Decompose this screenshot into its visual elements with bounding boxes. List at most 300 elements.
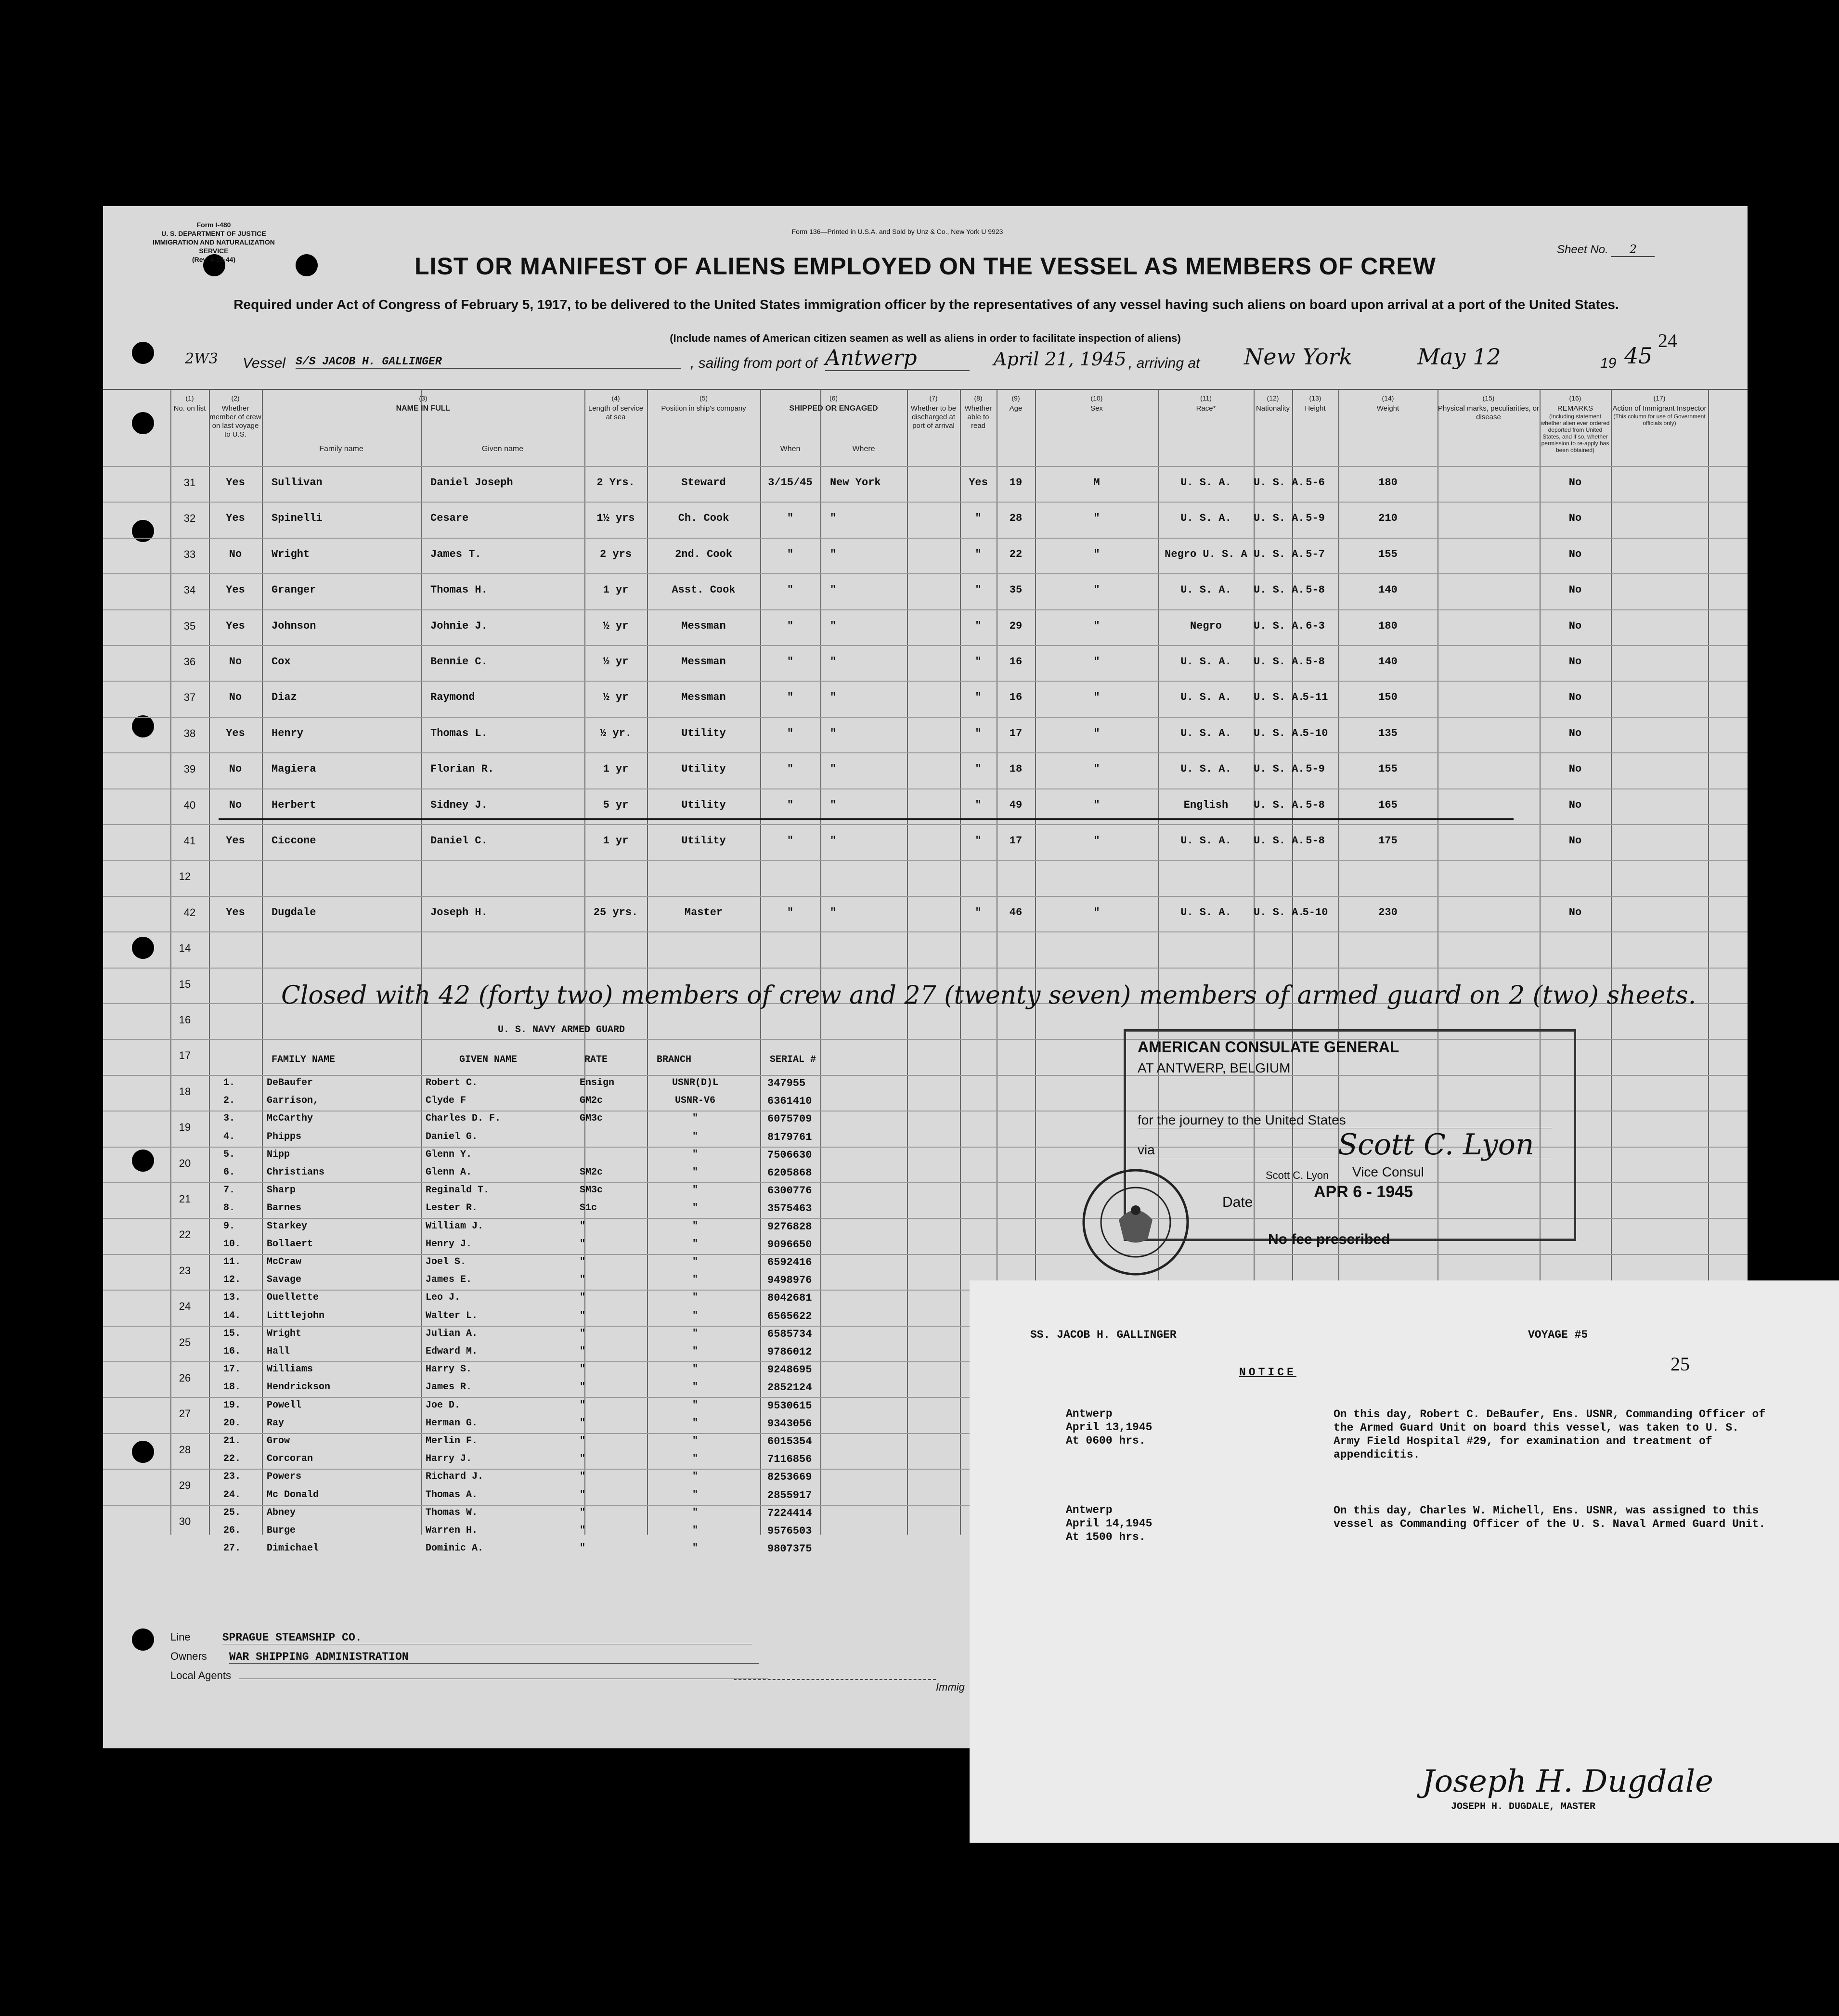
crew-when: " [787, 584, 794, 596]
form-number: Form I-480 [196, 221, 231, 229]
armed-guard-rate: " [580, 1256, 586, 1267]
crew-sex: " [1093, 906, 1100, 918]
grid-row-line [103, 752, 1748, 753]
armed-guard-given: William J. [426, 1221, 484, 1232]
armed-guard-serial: 9807375 [767, 1543, 812, 1555]
armed-guard-number: 12. [223, 1274, 241, 1285]
armed-guard-given: Joel S. [426, 1256, 466, 1267]
armed-guard-serial: 7224414 [767, 1507, 812, 1519]
armed-guard-branch: " [692, 1435, 698, 1447]
crew-weight: 155 [1378, 763, 1398, 775]
crew-row [103, 584, 1748, 603]
armed-guard-family: Grow [267, 1435, 290, 1447]
armed-guard-rate: " [580, 1274, 586, 1285]
crew-race: U. S. A. [1180, 906, 1231, 918]
armed-guard-branch: " [692, 1256, 698, 1267]
crew-nationality: U. S. A. [1254, 512, 1305, 524]
crew-age: 19 [1009, 477, 1023, 489]
crew-last: No [229, 799, 242, 811]
crew-weight: 180 [1378, 477, 1398, 489]
armed-guard-branch: USNR(D)L [672, 1077, 718, 1088]
line-number: 16 [179, 1014, 191, 1026]
crew-where: " [830, 548, 837, 560]
consul-signature: Scott C. Lyon [1338, 1128, 1534, 1162]
crew-when: " [787, 620, 794, 632]
crew-given: Johnie J. [430, 620, 488, 632]
crew-when: 3/15/45 [768, 477, 813, 489]
crew-row [103, 906, 1748, 926]
armed-guard-row [103, 1346, 970, 1362]
armed-guard-branch: " [692, 1292, 698, 1303]
armed-guard-serial: 2852124 [767, 1382, 812, 1394]
armed-guard-given: Thomas W. [426, 1507, 478, 1518]
armed-guard-given: Charles D. F. [426, 1113, 501, 1124]
armed-guard-family: Nipp [267, 1149, 290, 1160]
grid-row-line [103, 573, 1748, 574]
armed-guard-row [103, 1185, 970, 1201]
column-header [647, 394, 760, 413]
armed-guard-number: 17. [223, 1364, 241, 1375]
column-subheader: Given name [481, 445, 524, 453]
crew-service: ½ yr [603, 656, 629, 668]
crew-age: 28 [1009, 512, 1023, 524]
column-header [907, 394, 960, 430]
armed-guard-family: Starkey [267, 1221, 308, 1232]
date-label: Date [1222, 1194, 1253, 1210]
notice-vessel: SS. JACOB H. GALLINGER [1030, 1329, 1177, 1341]
armed-guard-row [103, 1131, 970, 1148]
crew-read: " [975, 799, 982, 811]
consul-name: Scott C. Lyon [1266, 1169, 1329, 1181]
stamp-via: via [1138, 1142, 1552, 1158]
armed-guard-serial: 9498976 [767, 1274, 812, 1286]
armed-guard-branch: " [692, 1382, 698, 1393]
column-label: Nationality [1256, 404, 1290, 413]
armed-guard-number: 8. [223, 1202, 235, 1214]
column-header [960, 394, 997, 430]
column-label: Whether to be discharged at port of arrival [910, 404, 957, 430]
armed-guard-family: Christians [267, 1167, 325, 1178]
grid-row-line [103, 502, 1748, 503]
crew-sex: " [1093, 727, 1100, 739]
armed-guard-row [103, 1525, 970, 1541]
armed-guard-row [103, 1364, 970, 1380]
crew-last: Yes [226, 835, 245, 847]
armed-guard-given: Glenn A. [426, 1167, 472, 1178]
armed-guard-family: Corcoran [267, 1453, 313, 1464]
crew-when: " [787, 799, 794, 811]
crew-age: 35 [1009, 584, 1023, 596]
armed-guard-number: 9. [223, 1221, 235, 1232]
grid-row-line [103, 466, 1748, 467]
consulate-seal [1080, 1167, 1191, 1278]
armed-guard-rate: S1c [580, 1202, 597, 1214]
notice-text: On this day, Robert C. DeBaufer, Ens. USNR, Commanding Officer of the Armed Guard Unit on board this vessel, was taken to U. S. Army Field Hospital #29, for examination and treatment of appendicitis. [1334, 1408, 1766, 1461]
column-header [209, 394, 262, 439]
armed-guard-family: Powers [267, 1471, 302, 1482]
column-header [1338, 394, 1438, 413]
line-value: SPRAGUE STEAMSHIP CO. [222, 1631, 752, 1644]
crew-row [103, 691, 1748, 711]
armed-guard-family: Littlejohn [267, 1310, 325, 1321]
crew-remarks: No [1568, 620, 1582, 632]
crew-given: Thomas H. [430, 584, 488, 596]
crew-weight: 155 [1378, 548, 1398, 560]
crew-read: " [975, 727, 982, 739]
crew-race: U. S. A. [1180, 763, 1231, 775]
armed-guard-serial: 9248695 [767, 1364, 812, 1376]
vessel-line [185, 343, 1701, 379]
crew-weight: 165 [1378, 799, 1398, 811]
armed-guard-number: 1. [223, 1077, 235, 1088]
column-label: Race* [1196, 404, 1216, 413]
crew-height: 5-8 [1306, 656, 1325, 668]
column-header [1035, 394, 1158, 413]
grid-row-line [103, 788, 1748, 789]
armed-guard-row [103, 1149, 970, 1165]
column-number: (14) [1382, 394, 1394, 402]
armed-guard-given: Dominic A. [426, 1543, 484, 1554]
armed-guard-given: Warren H. [426, 1525, 478, 1536]
armed-guard-given: Joe D. [426, 1400, 461, 1411]
crew-given: Daniel C. [430, 835, 488, 847]
crew-age: 17 [1009, 727, 1023, 739]
armed-guard-header: BRANCH [657, 1054, 692, 1065]
department: U. S. DEPARTMENT OF JUSTICE [161, 230, 266, 237]
crew-weight: 230 [1378, 906, 1398, 918]
crew-family: Granger [272, 584, 316, 596]
crew-last: No [229, 691, 242, 703]
row-number: 36 [183, 656, 196, 668]
crew-remarks: No [1568, 799, 1582, 811]
armed-guard-row [103, 1077, 970, 1094]
armed-guard-branch: " [692, 1239, 698, 1250]
armed-guard-branch: USNR-V6 [674, 1095, 715, 1106]
notice-time: At 1500 hrs. [1066, 1531, 1146, 1543]
prefix-mark: 2W3 [185, 350, 219, 367]
armed-guard-row [103, 1400, 970, 1416]
crew-row [103, 477, 1748, 496]
crew-where: " [830, 799, 837, 811]
column-number: (10) [1090, 394, 1103, 402]
armed-guard-branch: " [692, 1400, 698, 1411]
crew-row [103, 512, 1748, 531]
crew-where: " [830, 584, 837, 596]
armed-guard-serial: 8042681 [767, 1292, 812, 1304]
column-label: REMARKS [1557, 404, 1593, 413]
notice-place: Antwerp [1066, 1408, 1113, 1420]
crew-height: 5-9 [1306, 763, 1325, 775]
grid-row-line [103, 968, 1748, 969]
armed-guard-given: Thomas A. [426, 1489, 478, 1500]
sheet-label: Sheet No. [1557, 243, 1608, 256]
crew-sex: " [1093, 584, 1100, 596]
crew-service: 1½ yrs [596, 512, 635, 524]
armed-guard-row [103, 1453, 970, 1470]
punch-hole [132, 412, 154, 434]
column-number: (11) [1200, 394, 1212, 402]
armed-guard-header: RATE [584, 1054, 608, 1065]
armed-guard-branch: " [692, 1149, 698, 1160]
armed-guard-serial: 6205868 [767, 1167, 812, 1179]
crew-race: U. S. A. [1180, 512, 1231, 524]
notice-date: April 13,1945 [1066, 1421, 1153, 1434]
immig-signature-line [734, 1679, 936, 1680]
crew-where: " [830, 727, 837, 739]
armed-guard-given: Leo J. [426, 1292, 461, 1303]
armed-guard-rate: Ensign [580, 1077, 615, 1088]
crew-race: U. S. A. [1180, 656, 1231, 668]
armed-guard-serial: 9276828 [767, 1221, 812, 1233]
line-number: 26 [179, 1372, 191, 1384]
armed-guard-rate: " [580, 1507, 586, 1518]
crew-family: Wright [272, 548, 310, 560]
grid-row-line [103, 824, 1748, 825]
armed-guard-given: Henry J. [426, 1239, 472, 1250]
crew-height: 5-10 [1302, 906, 1328, 918]
crew-last: Yes [226, 727, 245, 739]
armed-guard-given: Edward M. [426, 1346, 478, 1357]
column-number: (7) [929, 394, 938, 402]
crew-read: " [975, 763, 982, 775]
armed-guard-rate: " [580, 1221, 586, 1232]
armed-guard-number: 5. [223, 1149, 235, 1160]
line-number: 19 [179, 1121, 191, 1133]
notice-page-number: 25 [1671, 1353, 1690, 1375]
armed-guard-family: Ray [267, 1418, 285, 1429]
grid-row-line [103, 645, 1748, 646]
row-number: 33 [183, 548, 196, 560]
column-number: (8) [974, 394, 983, 402]
crew-service: 2 Yrs. [596, 477, 635, 489]
armed-guard-branch: " [692, 1525, 698, 1536]
column-label: Height [1305, 404, 1326, 413]
column-number: (1) [185, 394, 194, 402]
crew-nationality: U. S. A. [1254, 656, 1305, 668]
armed-guard-number: 18. [223, 1382, 241, 1393]
year-prefix: 19 [1600, 355, 1617, 371]
column-subheader: Family name [319, 445, 363, 453]
armed-guard-number: 14. [223, 1310, 241, 1321]
crew-last: Yes [226, 512, 245, 524]
crew-age: 16 [1009, 656, 1023, 668]
armed-guard-family: Bollaert [267, 1239, 313, 1250]
armed-guard-header: FAMILY NAME [272, 1054, 336, 1065]
crew-position: Steward [681, 477, 726, 489]
armed-guard-rate: " [580, 1310, 586, 1321]
armed-guard-given: James R. [426, 1382, 472, 1393]
crew-height: 5-8 [1306, 799, 1325, 811]
crew-read: " [975, 548, 982, 560]
crew-nationality: U. S. A. [1254, 620, 1305, 632]
crew-when: " [787, 906, 794, 918]
armed-guard-family: Wright [267, 1328, 302, 1339]
crew-where: " [830, 763, 837, 775]
armed-guard-header: GIVEN NAME [459, 1054, 518, 1065]
armed-guard-family: Burge [267, 1525, 296, 1536]
column-label: Weight [1376, 404, 1399, 413]
agents-label: Local Agents [170, 1669, 231, 1681]
armed-guard-family: Ouellette [267, 1292, 319, 1303]
crew-nationality: U. S. A. [1254, 477, 1305, 489]
crew-height: 5-8 [1306, 584, 1325, 596]
column-label: Age [1009, 404, 1023, 413]
crew-weight: 175 [1378, 835, 1398, 847]
row-number: 35 [183, 620, 196, 632]
crew-given: Florian R. [430, 763, 494, 775]
crew-where: " [830, 620, 837, 632]
row-number: 37 [183, 691, 196, 703]
crew-given: James T. [430, 548, 481, 560]
arriving-label: , arriving at [1128, 355, 1200, 371]
crew-given: Bennie C. [430, 656, 488, 668]
armed-guard-serial: 6300776 [767, 1185, 812, 1197]
crew-sex: " [1093, 691, 1100, 703]
crew-remarks: No [1568, 727, 1582, 739]
column-header [1611, 394, 1708, 426]
column-label: Action of Immigrant Inspector [1612, 404, 1707, 413]
armed-guard-number: 7. [223, 1185, 235, 1196]
crew-position: Utility [681, 727, 726, 739]
crew-family: Cox [272, 656, 291, 668]
armed-guard-row [103, 1418, 970, 1434]
crew-row [103, 799, 1748, 818]
armed-guard-row [103, 1274, 970, 1291]
crew-race: U. S. A. [1180, 691, 1231, 703]
armed-guard-branch: " [692, 1310, 698, 1321]
footer [170, 1631, 941, 1689]
crew-nationality: U. S. A. [1254, 548, 1305, 560]
armed-guard-given: Clyde F [426, 1095, 466, 1106]
armed-guard-branch: " [692, 1489, 698, 1500]
crew-race: English [1183, 799, 1229, 811]
crew-where: " [830, 512, 837, 524]
line-number: 23 [179, 1265, 191, 1277]
armed-guard-branch: " [692, 1543, 698, 1554]
arriving-date: May 12 [1417, 344, 1501, 370]
column-subheader: Where [852, 445, 875, 453]
column-label: Length of service at sea [588, 404, 644, 421]
column-number: (5) [699, 394, 708, 402]
armed-guard-number: 10. [223, 1239, 241, 1250]
armed-guard-serial: 3575463 [767, 1202, 812, 1215]
crew-position: Messman [681, 620, 726, 632]
column-number: (17) [1653, 394, 1666, 402]
sheet-number: 2 [1611, 243, 1655, 257]
crew-age: 22 [1009, 548, 1023, 560]
crew-sex: " [1093, 763, 1100, 775]
stamp-line-1: AMERICAN CONSULATE GENERAL [1138, 1038, 1399, 1056]
armed-guard-branch: " [692, 1113, 698, 1124]
row-number: 38 [183, 727, 196, 739]
crew-read: " [975, 656, 982, 668]
armed-guard-given: Robert C. [426, 1077, 478, 1088]
armed-guard-family: Williams [267, 1364, 313, 1375]
armed-guard-row [103, 1167, 970, 1183]
armed-guard-serial: 8253669 [767, 1471, 812, 1483]
crew-family: Dugdale [272, 906, 316, 918]
crew-row [103, 763, 1748, 782]
crew-remarks: No [1568, 906, 1582, 918]
crew-sex: " [1093, 656, 1100, 668]
armed-guard-rate: " [580, 1364, 586, 1375]
armed-guard-rate: " [580, 1239, 586, 1250]
row-number: 32 [183, 512, 196, 524]
crew-family: Diaz [272, 691, 297, 703]
crew-position: Ch. Cook [678, 512, 729, 524]
crew-where: " [830, 691, 837, 703]
armed-guard-row [103, 1095, 970, 1111]
column-number: (15) [1482, 394, 1495, 402]
armed-guard-number: 15. [223, 1328, 241, 1339]
armed-guard-serial: 9096650 [767, 1239, 812, 1251]
crew-family: Johnson [272, 620, 316, 632]
armed-guard-serial: 6592416 [767, 1256, 812, 1268]
year-value: 45 [1624, 343, 1653, 369]
armed-guard-rate: GM3c [580, 1113, 603, 1124]
row-number: 40 [183, 799, 196, 811]
crew-race: U. S. A. [1180, 727, 1231, 739]
immig-label: Immig [936, 1681, 965, 1693]
crew-height: 5-9 [1306, 512, 1325, 524]
column-number: (9) [1011, 394, 1020, 402]
crew-position: Master [684, 906, 723, 918]
armed-guard-serial: 9786012 [767, 1346, 812, 1358]
armed-guard-given: Merlin F. [426, 1435, 478, 1447]
crew-nationality: U. S. A. [1254, 763, 1305, 775]
armed-guard-branch: " [692, 1202, 698, 1214]
grid-row-line [103, 896, 1748, 897]
line-number: 17 [179, 1049, 191, 1061]
closing-note: Closed with 42 (forty two) members of crew and 27 (twenty seven) members of armed guard on 2 (two) sheets. [281, 981, 1697, 1010]
armed-guard-rate: GM2c [580, 1095, 603, 1106]
armed-guard-number: 27. [223, 1543, 241, 1554]
armed-guard-row [103, 1310, 970, 1327]
service: IMMIGRATION AND NATURALIZATION SERVICE [153, 238, 275, 255]
crew-read: " [975, 691, 982, 703]
crew-given: Thomas L. [430, 727, 488, 739]
crew-when: " [787, 835, 794, 847]
fee-note: No fee prescribed [1268, 1231, 1390, 1247]
crew-service: 2 yrs [599, 548, 632, 560]
crew-position: Utility [681, 763, 726, 775]
crew-service: 1 yr [603, 584, 629, 596]
crew-last: No [229, 548, 242, 560]
crew-nationality: U. S. A. [1254, 835, 1305, 847]
armed-guard-rate: " [580, 1489, 586, 1500]
column-subheader: When [780, 445, 801, 453]
crew-sex: " [1093, 620, 1100, 632]
crew-when: " [787, 691, 794, 703]
crew-read: " [975, 835, 982, 847]
crew-last: Yes [226, 477, 245, 489]
armed-guard-number: 6. [223, 1167, 235, 1178]
master-signature: Joseph H. Dugdale [1422, 1764, 1713, 1799]
column-detail: (Including statement whether alien ever ordered deported from United States, and if so, whether permission to re-apply has been obtained) [1541, 413, 1610, 453]
column-label: Whether able to read [964, 404, 992, 430]
grid-row-line [103, 931, 1748, 932]
sailing-label: , sailing from port of [690, 355, 817, 371]
crew-where: " [830, 906, 837, 918]
armed-guard-row [103, 1471, 970, 1487]
crew-read: " [975, 906, 982, 918]
crew-race: U. S. A. [1180, 584, 1231, 596]
crew-when: " [787, 512, 794, 524]
armed-guard-rate: " [580, 1418, 586, 1429]
column-detail: (This column for use of Government officials only) [1613, 413, 1706, 426]
stamp-line-3: for the journey to the United States [1138, 1112, 1552, 1128]
column-header [262, 394, 584, 413]
